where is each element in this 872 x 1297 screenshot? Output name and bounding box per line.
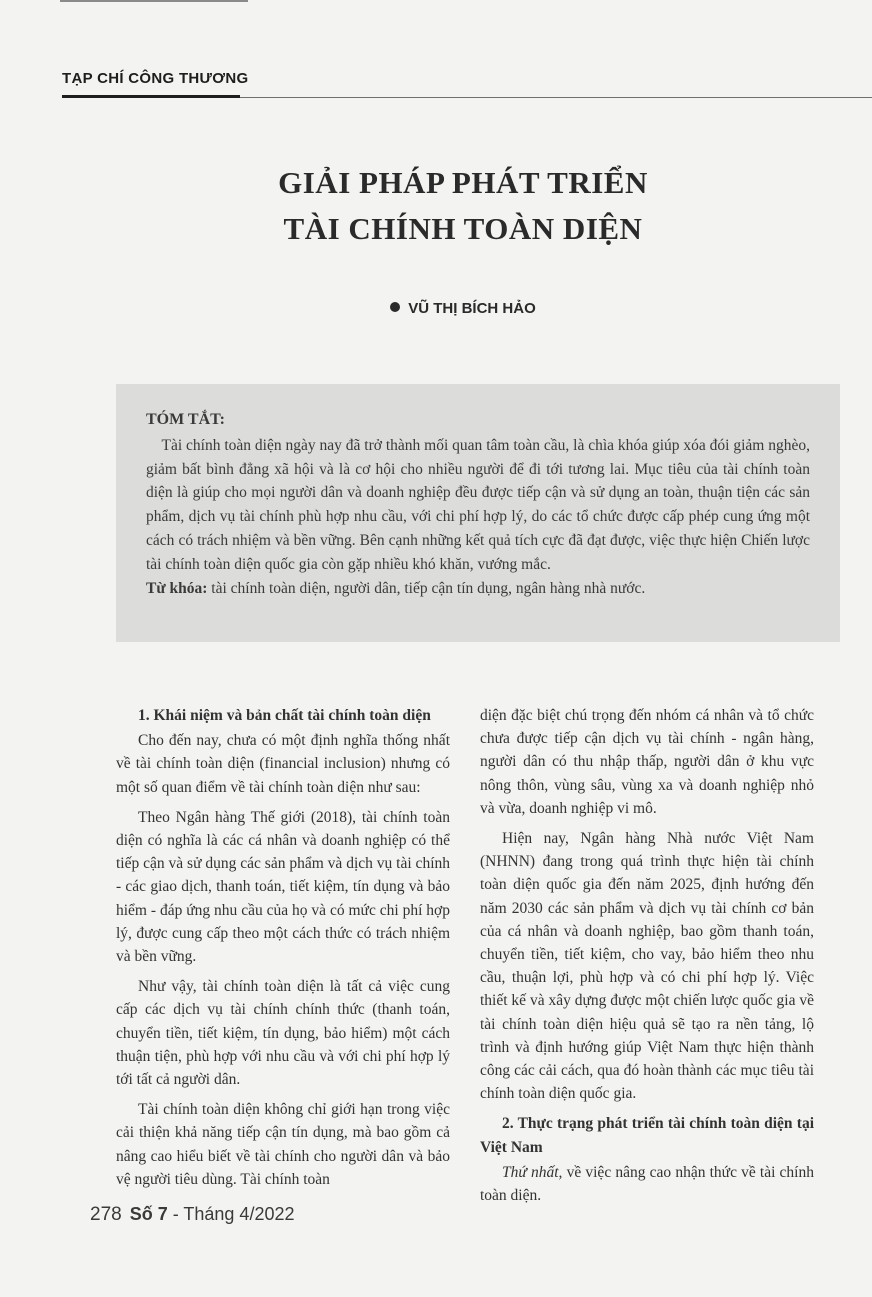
keywords-text: tài chính toàn diện, người dân, tiếp cận tín dụng, ngân hàng nhà nước. (207, 579, 646, 597)
title-line-2: TÀI CHÍNH TOÀN DIỆN (283, 211, 643, 246)
abstract-body (146, 434, 810, 577)
header-rule-accent (62, 95, 240, 98)
title-line-1: GIẢI PHÁP PHÁT TRIỂN (278, 165, 648, 200)
author-name: VŨ THỊ BÍCH HẢO (408, 300, 536, 317)
paragraph: diện đặc biệt chú trọng đến nhóm cá nhân và tổ chức chưa được tiếp cận dịch vụ tài chính - ngân hàng, người dân có thu nhập thấp, người dân ở khu vực nông thôn, vùng sâu, vùng xa và doanh nghiệp nhỏ và vừa, doanh nghiệp vi mô. (480, 707, 814, 817)
author-line (0, 300, 872, 317)
issue-number: Số 7 (129, 1204, 168, 1224)
paragraph (480, 1161, 814, 1207)
keywords-label: Từ khóa: (146, 579, 208, 597)
article-title (0, 160, 872, 252)
paragraph: Cho đến nay, chưa có một định nghĩa thống nhất về tài chính toàn diện (financial inclusion) nhưng có một số quan điểm về tài chính toàn diện như sau: (116, 732, 450, 796)
right-column (480, 704, 814, 1214)
italic-lead: Thứ nhất, (502, 1163, 563, 1181)
page-number: 278 (90, 1204, 122, 1225)
section-2-heading: 2. Thực trạng phát triển tài chính toàn diện tại Việt Nam (480, 1115, 814, 1156)
paragraph-text: về việc nâng cao nhận thức về tài chính toàn diện. (480, 1163, 814, 1205)
abstract-box (116, 384, 840, 642)
page-footer (90, 1204, 294, 1226)
bullet-icon (390, 302, 400, 312)
paragraph: Như vậy, tài chính toàn diện là tất cả việc cung cấp các dịch vụ tài chính chính thức (thanh toán, chuyển tiền, tiết kiệm, tín dụng, bảo hiểm) một cách thuận tiện, phù hợp với nhu cầu và với chi phí hợp lý tới tất cả người dân. (116, 978, 450, 1089)
paragraph: Hiện nay, Ngân hàng Nhà nước Việt Nam (NHNN) đang trong quá trình thực hiện tài chính toàn diện quốc gia đến năm 2025, định hướng đến năm 2030 các sản phẩm và dịch vụ tài chính cơ bản của cá nhân và doanh nghiệp, bao gồm thanh toán, chuyển tiền, tiết kiệm, cho vay, bảo hiểm theo nhu cầu, thuận lợi, phù hợp và có chi phí hợp lý. Việc thiết kế và xây dựng được một chiến lược quốc gia về tài chính toàn diện hiệu quả sẽ tạo ra nền tảng, lộ trình và định hướng giúp Việt Nam thực hiện thành công các cải cách, qua đó hoàn thành các mục tiêu tài chính toàn diện quốc gia. (480, 830, 814, 1103)
top-edge-line (60, 0, 248, 2)
issue-date: - Tháng 4/2022 (167, 1204, 295, 1224)
abstract-heading: TÓM TẮT: (146, 411, 225, 428)
paragraph: Tài chính toàn diện không chỉ giới hạn trong việc cải thiện khả năng tiếp cận tín dụng, mà bao gồm cả nâng cao hiểu biết về tài chính cho người dân và bảo vệ người tiêu dùng. Tài chính toàn (116, 1101, 450, 1188)
section-1-heading: 1. Khái niệm và bản chất tài chính toàn diện (138, 707, 431, 724)
abstract-text: Tài chính toàn diện ngày nay đã trở thành mối quan tâm toàn cầu, là chìa khóa giúp xóa đói giảm nghèo, giảm bất bình đẳng xã hội và là cơ hội cho nhiều người để đi tới tương lai. Mục tiêu của tài chính toàn diện là giúp cho mọi người dân và doanh nghiệp đều được tiếp cận và sử dụng an toàn, thuận tiện các sản phẩm, dịch vụ tài chính phù hợp nhu cầu, với chi phí hợp lý, do các tổ chức được cấp phép cung ứng một cách có trách nhiệm và bền vững. Bên cạnh những kết quả tích cực đã đạt được, việc thực hiện Chiến lược tài chính toàn diện quốc gia còn gặp nhiều khó khăn, vướng mắc. (146, 436, 810, 573)
keywords (146, 577, 810, 601)
left-column (116, 704, 450, 1198)
paragraph: Theo Ngân hàng Thế giới (2018), tài chính toàn diện có nghĩa là các cá nhân và doanh nghiệp có thể tiếp cận và sử dụng các sản phẩm và dịch vụ tài chính - các giao dịch, thanh toán, tiết kiệm, tín dụng và bảo hiểm - đáp ứng nhu cầu của họ và có mức chi phí hợp lý, được cung cấp theo một cách thức có trách nhiệm và bền vững. (116, 808, 450, 966)
journal-name: TẠP CHÍ CÔNG THƯƠNG (62, 70, 249, 87)
